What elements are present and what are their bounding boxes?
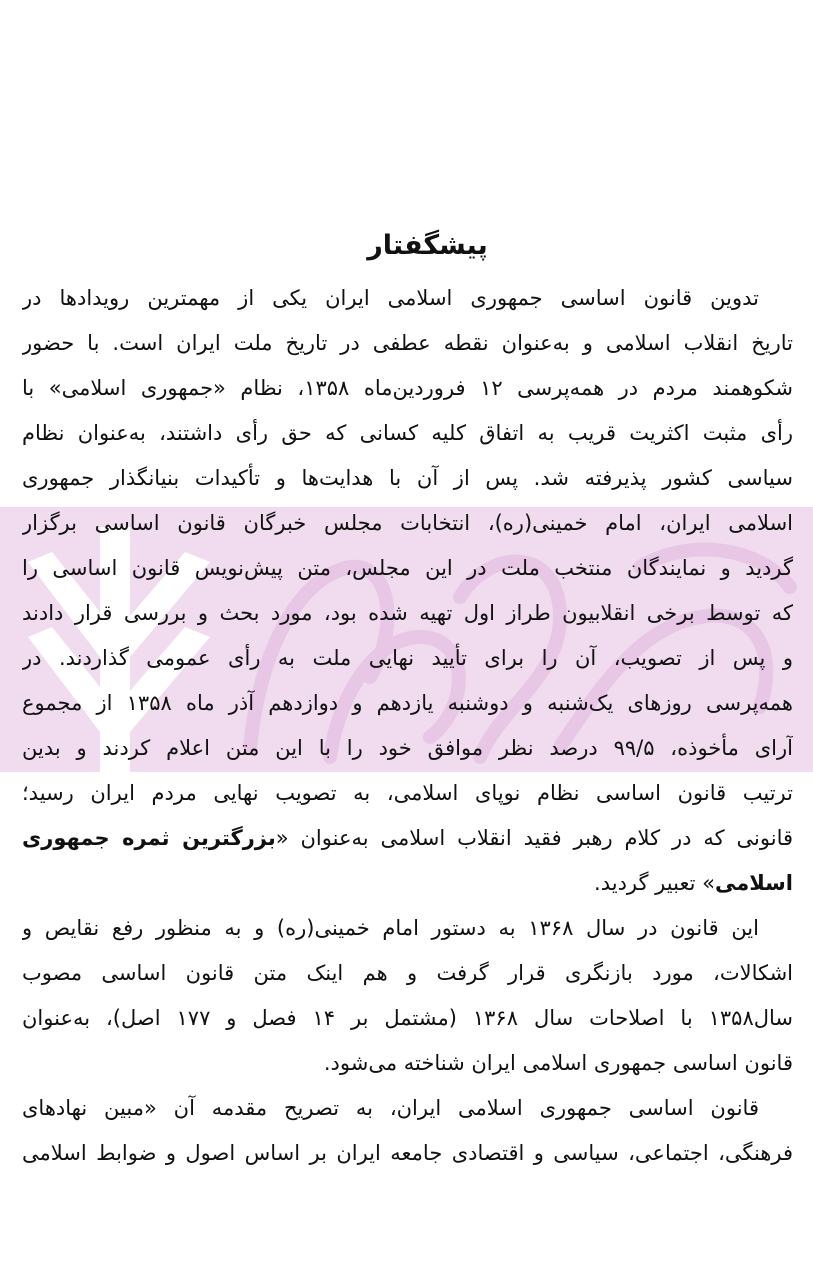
paragraph-2-line-2: اشکالات، مورد بازنگری قرار گرفت و هم اینک متن قانون اساسی مصوب [22,961,793,985]
paragraph-1-line-7: گردید و نمایندگان منتخب ملت در این مجلس، متن پیش‌نویس قانون اساسی را [22,556,793,580]
paragraph-1-line-3: شکوهمند مردم در همه‌پرسی ۱۲ فروردین‌ماه ۱۳۵۸، نظام «جمهوری اسلامی» با [22,376,793,400]
paragraph-1-line-13 [22,816,793,861]
quote-bold-part-2: اسلامی [714,871,793,895]
paragraph-2-line-4: قانون اساسی جمهوری اسلامی ایران شناخته می‌شود. [323,1051,793,1075]
paragraph-1-line-14 [22,861,793,906]
paragraph-3-line-1: قانون اساسی جمهوری اسلامی ایران، به تصریح مقدمه آن «مبین نهادهای [22,1096,759,1120]
paragraph-1-line-1: تدوین قانون اساسی جمهوری اسلامی ایران یکی از مهمترین رویدادها در [22,286,759,310]
paragraph-3-line-2: فرهنگی، اجتماعی، سیاسی و اقتصادی جامعه ایران بر اساس اصول و ضوابط اسلامی [22,1141,793,1165]
paragraph-1-line-2: تاریخ انقلاب اسلامی و به‌عنوان نقطه عطفی در تاریخ ملت ایران است. با حضور [22,331,793,355]
paragraph-1-line-9: و پس از تصویب، آن را برای تأیید نهایی ملت به رأی عمومی گذاردند. در [22,646,793,670]
paragraph-1-line-8: که توسط برخی انقلابیون طراز اول تهیه شده بود، مورد بحث و بررسی قرار دادند [22,601,793,625]
paragraph-1-line-10: همه‌پرسی روزهای یک‌شنبه و دوشنبه یازدهم و دوازدهم آذر ماه ۱۳۵۸ از مجموع [22,691,793,715]
paragraph-1-line-6: اسلامی ایران، امام خمینی(ره)، انتخابات مجلس خبرگان قانون اساسی برگزار [22,511,793,535]
document-body [22,276,793,1176]
line-13-prefix: قانونی که در کلام رهبر فقید انقلاب اسلامی به‌عنوان « [275,826,793,850]
paragraph-1-line-5: سیاسی کشور پذیرفته شد. پس از آن با هدایت‌ها و تأکیدات بنیانگذار جمهوری [22,466,793,490]
paragraph-1-line-4: رأی مثبت اکثریت قریب به اتفاق کلیه کسانی که حق رأی داشتند، به‌عنوان نظام [22,421,793,445]
line-14-suffix: » تعبیر گردید. [594,871,715,895]
page-title: پیشگفتار [367,230,488,261]
paragraph-2-line-3: سال۱۳۵۸ با اصلاحات سال ۱۳۶۸ (مشتمل بر ۱۴ فصل و ۱۷۷ اصل)، به‌عنوان [22,1006,793,1030]
quote-bold-part-1: بزرگترین ثمره جمهوری [22,826,276,850]
paragraph-2-line-1: این قانون در سال ۱۳۶۸ به دستور امام خمینی(ره) و به منظور رفع نقایص و [22,916,759,940]
paragraph-1-line-12: ترتیب قانون اساسی نظام نوپای اسلامی، به تصویب نهایی مردم ایران رسید؛ [22,781,793,805]
paragraph-1-line-11: آرای مأخوذه، ۹۹/۵ درصد نظر موافق خود را با این متن اعلام کردند و بدین [22,736,793,760]
